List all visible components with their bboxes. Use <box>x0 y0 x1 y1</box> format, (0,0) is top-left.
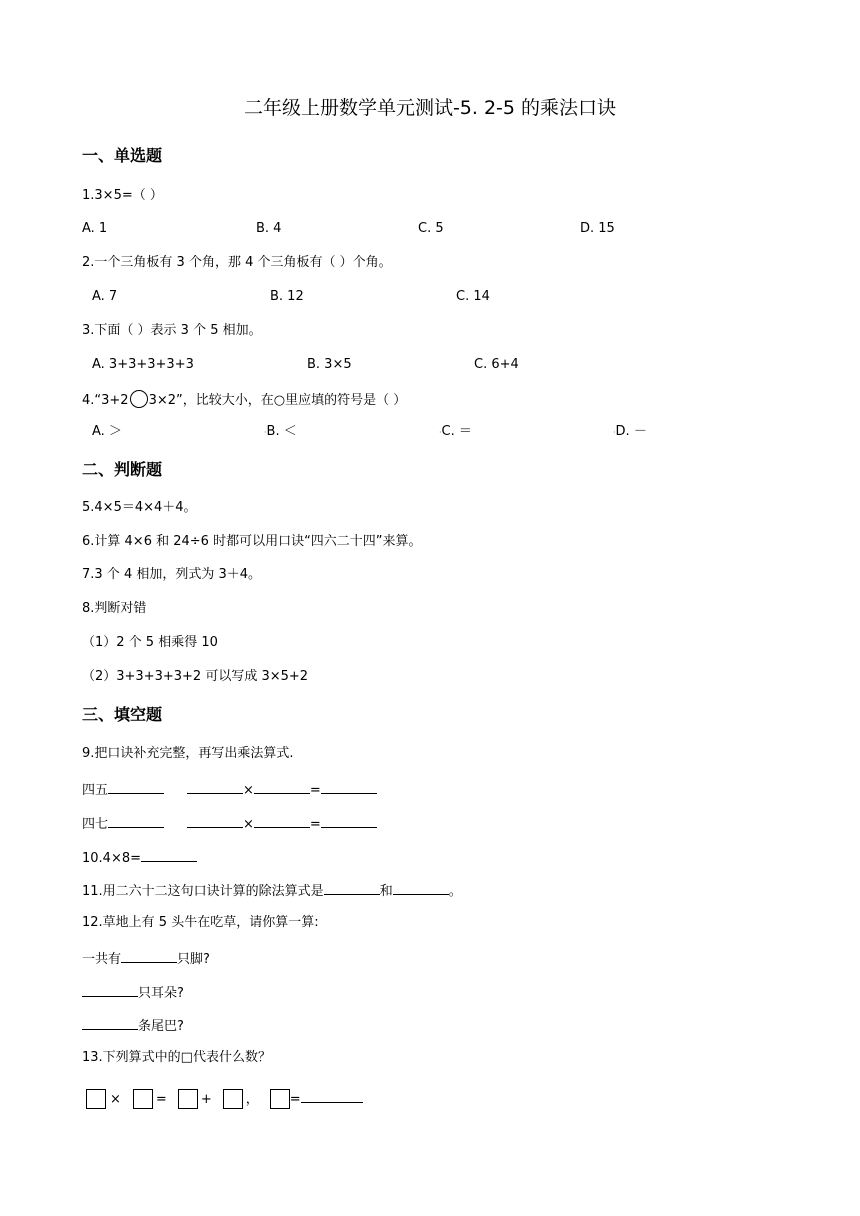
question-11 <box>82 881 462 900</box>
question-12-stem: 12.草地上有 5 头牛在吃草，请你算一算: <box>82 915 319 930</box>
answer-blank[interactable] <box>301 1089 363 1103</box>
question-4-option-d-text: D. － <box>615 424 647 439</box>
question-13-stem: 13.下列算式中的□代表什么数？ <box>82 1050 271 1065</box>
equals-sign: = <box>309 783 321 798</box>
question-4-option-d <box>613 424 647 441</box>
section-heading-true-false: 二、判断题 <box>82 460 163 479</box>
question-8-part-2: （2）3+3+3+3+2 可以写成 3×5+2 <box>82 669 309 684</box>
question-1-stem: 1.3×5=（ ） <box>82 188 163 203</box>
question-4-stem <box>82 390 406 409</box>
question-2-option-b: B. 12 <box>270 289 304 304</box>
question-4-stem-end: 3×2”，比较大小，在○里应填的符号是（ ） <box>148 393 407 408</box>
unknown-box-icon[interactable] <box>133 1089 153 1109</box>
answer-blank[interactable] <box>254 814 310 828</box>
question-3-option-a: A. 3+3+3+3+3 <box>92 357 194 372</box>
question-2-option-c: C. 14 <box>456 289 490 304</box>
equals-sign: = <box>309 817 321 832</box>
question-9-row-2 <box>82 814 377 833</box>
answer-blank[interactable] <box>321 780 377 794</box>
answer-blank[interactable] <box>187 780 243 794</box>
answer-blank[interactable] <box>393 881 449 895</box>
question-6: 6.计算 4×6 和 24÷6 时都可以用口诀“四六二十四”来算。 <box>82 534 422 549</box>
option-marker-icon: · <box>439 428 442 437</box>
answer-blank[interactable] <box>82 983 138 997</box>
question-12-line-3 <box>82 1016 184 1035</box>
times-sign: × <box>110 1092 121 1107</box>
question-12-line-2-text: 只耳朵? <box>138 986 184 1001</box>
question-12-line-2 <box>82 983 184 1002</box>
answer-blank[interactable] <box>324 881 380 895</box>
question-11-text: 11.用二六十二这句口诀计算的除法算式是 <box>82 884 324 899</box>
question-4-option-b-text: B. ＜ <box>266 424 297 439</box>
times-sign: × <box>243 783 254 798</box>
question-8-stem: 8.判断对错 <box>82 601 147 616</box>
equals-sign: = <box>155 1092 167 1107</box>
unknown-box-icon[interactable] <box>86 1089 106 1109</box>
question-1-option-d: D. 15 <box>580 221 615 236</box>
answer-blank[interactable] <box>321 814 377 828</box>
question-3-option-c: C. 6+4 <box>474 357 519 372</box>
question-10 <box>82 848 197 867</box>
question-12-line-1-end: 只脚? <box>177 952 210 967</box>
section-heading-single-choice: 一、单选题 <box>82 146 163 165</box>
answer-blank[interactable] <box>82 1016 138 1030</box>
answer-blank[interactable] <box>121 949 177 963</box>
answer-blank[interactable] <box>254 780 310 794</box>
unknown-box-icon[interactable] <box>270 1089 290 1109</box>
question-4-option-c <box>439 424 472 441</box>
answer-blank[interactable] <box>108 780 164 794</box>
question-5: 5.4×5＝4×4＋4。 <box>82 500 197 515</box>
question-4-option-a: A. ＞ <box>92 424 122 439</box>
page-title: 二年级上册数学单元测试-5. 2-5 的乘法口诀 <box>243 97 617 119</box>
question-2-stem: 2.一个三角板有 3 个角，那 4 个三角板有（ ）个角。 <box>82 255 392 270</box>
option-marker-icon: · <box>264 428 267 437</box>
question-13-equation <box>86 1089 363 1109</box>
question-4-option-b <box>264 424 297 441</box>
question-1-option-b: B. 4 <box>256 221 282 236</box>
question-11-end: 。 <box>448 884 462 899</box>
question-8-part-1: （1）2 个 5 相乘得 10 <box>82 635 218 650</box>
question-1-option-c: C. 5 <box>418 221 444 236</box>
plus-sign: + <box>200 1092 212 1107</box>
question-3-option-b: B. 3×5 <box>307 357 352 372</box>
comma: ， <box>245 1092 259 1107</box>
option-marker-icon: · <box>613 428 616 437</box>
answer-blank[interactable] <box>187 814 243 828</box>
question-3-stem: 3.下面（ ）表示 3 个 5 相加。 <box>82 323 262 338</box>
question-12-line-1-start: 一共有 <box>82 952 122 967</box>
question-10-text: 10.4×8= <box>82 851 142 866</box>
mnemonic-label: 四七 <box>82 817 109 832</box>
unknown-box-icon[interactable] <box>223 1089 243 1109</box>
question-12-line-1 <box>82 949 210 968</box>
question-9-stem: 9.把口诀补充完整，再写出乘法算式. <box>82 746 294 761</box>
compare-circle-icon <box>130 390 148 408</box>
question-9-row-1 <box>82 780 377 799</box>
times-sign: × <box>243 817 254 832</box>
section-heading-fill-blank: 三、填空题 <box>82 705 163 724</box>
question-11-and: 和 <box>379 884 393 899</box>
question-7: 7.3 个 4 相加，列式为 3＋4。 <box>82 567 262 582</box>
unknown-box-icon[interactable] <box>178 1089 198 1109</box>
question-4-stem-start: 4.“3+2 <box>82 393 129 408</box>
question-12-line-3-text: 条尾巴? <box>138 1019 184 1034</box>
question-1-option-a: A. 1 <box>82 221 108 236</box>
equals-sign: = <box>289 1092 301 1107</box>
question-4-option-c-text: C. ＝ <box>441 424 472 439</box>
answer-blank[interactable] <box>108 814 164 828</box>
answer-blank[interactable] <box>141 848 197 862</box>
mnemonic-label: 四五 <box>82 783 109 798</box>
question-2-option-a: A. 7 <box>92 289 118 304</box>
